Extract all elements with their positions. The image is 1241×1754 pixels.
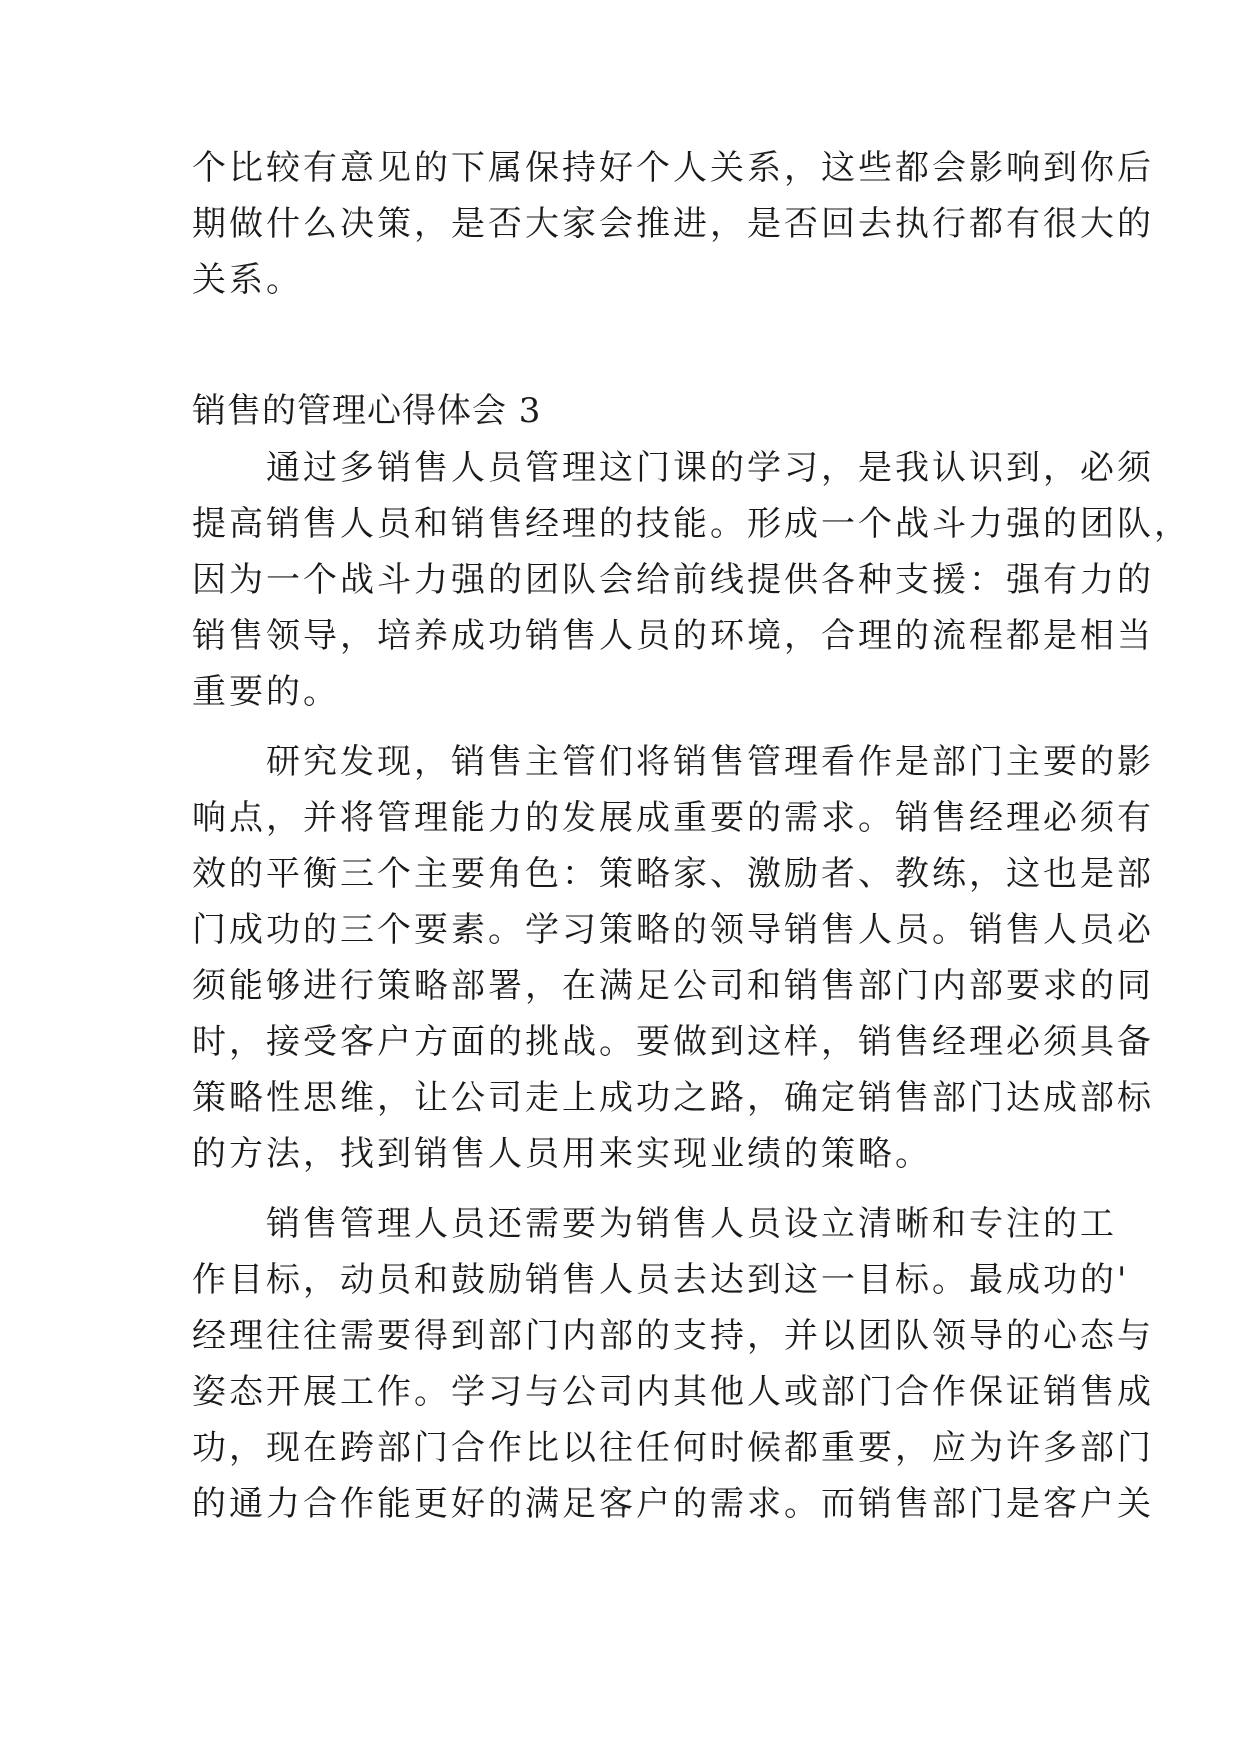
text-line: 提高销售人员和销售经理的技能。形成一个战斗力强的团队， [192,504,1191,544]
text-line: 的通力合作能更好的满足客户的需求。而销售部门是客户关 [192,1484,1154,1524]
text-line: 个比较有意见的下属保持好个人关系，这些都会影响到你后 [192,148,1154,188]
text-line: 姿态开展工作。学习与公司内其他人或部门合作保证销售成 [192,1372,1154,1412]
text-line: 通过多销售人员管理这门课的学习，是我认识到，必须 [192,448,1154,488]
text-line: 关系。 [192,260,303,300]
text-line: 的方法，找到销售人员用来实现业绩的策略。 [192,1134,932,1174]
text-line: 策略性思维，让公司走上成功之路，确定销售部门达成部标 [192,1078,1154,1118]
text-line: 时，接受客户方面的挑战。要做到这样，销售经理必须具备 [192,1022,1154,1062]
text-line: 须能够进行策略部署，在满足公司和销售部门内部要求的同 [192,966,1154,1006]
text-line: 门成功的三个要素。学习策略的领导销售人员。销售人员必 [192,910,1154,950]
text-line: 重要的。 [192,672,340,712]
text-line: 销售管理人员还需要为销售人员设立清晰和专注的工 [192,1204,1117,1244]
text-line: 期做什么决策，是否大家会推进，是否回去执行都有很大的 [192,204,1154,244]
text-line: 销售领导，培养成功销售人员的环境，合理的流程都是相当 [192,616,1154,656]
text-line: 作目标，动员和鼓励销售人员去达到这一目标。最成功的' [192,1260,1130,1300]
section-title: 销售的管理心得体会 3 [192,391,542,431]
text-line: 因为一个战斗力强的团队会给前线提供各种支援：强有力的 [192,560,1154,600]
text-line: 效的平衡三个主要角色：策略家、激励者、教练，这也是部 [192,854,1154,894]
text-line: 经理往往需要得到部门内部的支持，并以团队领导的心态与 [192,1316,1154,1356]
text-line: 研究发现，销售主管们将销售管理看作是部门主要的影 [192,742,1154,782]
text-line: 响点，并将管理能力的发展成重要的需求。销售经理必须有 [192,798,1154,838]
text-line: 功，现在跨部门合作比以往任何时候都重要，应为许多部门 [192,1428,1154,1468]
